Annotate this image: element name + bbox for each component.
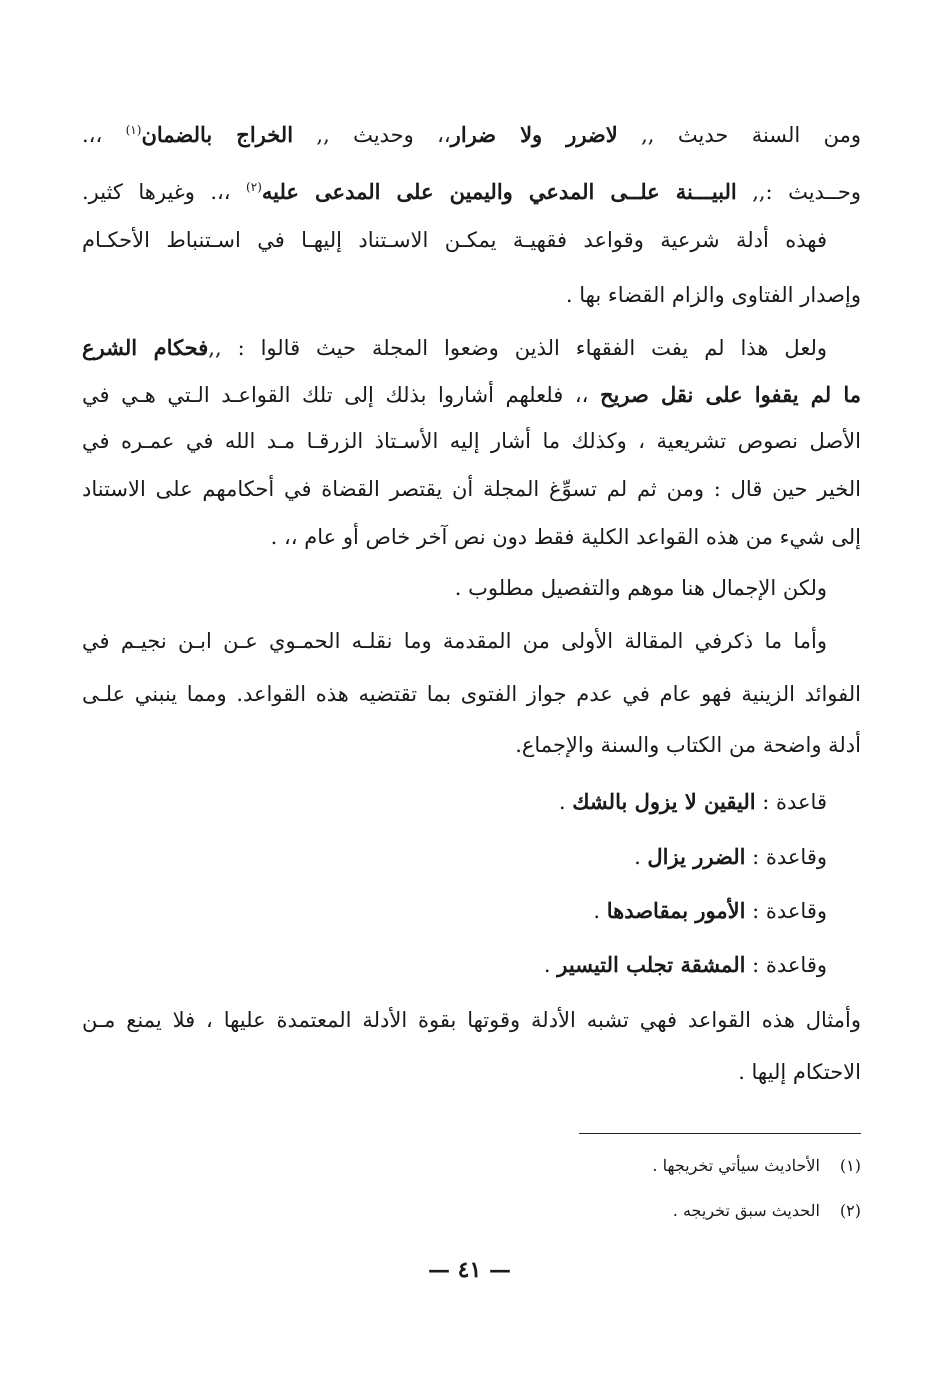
paragraph-line: وأمثال هذه القواعد فهي تشبه الأدلة وقوتها بقوة الأدلة المعتمدة عليها ، فلا يمنع مـن (82, 1008, 861, 1032)
footnote-number: (١) (839, 1156, 861, 1175)
paragraph-line (82, 172, 861, 207)
legal-maxim (593, 896, 827, 926)
maxim-prefix: وقاعدة : (745, 845, 827, 869)
page-number: — ٤١ — (428, 1257, 511, 1283)
maxim-text: المشقة تجلب التيسير (557, 952, 746, 977)
quoted-text: فحكام الشرع (82, 335, 209, 360)
footnote-ref: (٢) (246, 180, 262, 194)
paragraph-line: الأصل نصوص تشريعية ، وكذلك ما أشار إليه الأسـتاذ الزرقـا مـد الله في عمـره في (82, 429, 861, 453)
paragraph-line: الفوائد الزينية فهو عام في عدم جواز الفتوى بما تقتضيه هذه القواعد. ومما ينبني علـى (82, 682, 861, 706)
footnote (652, 1155, 861, 1177)
paragraph-line: ولكن الإجمال هنا موهم والتفصيل مطلوب . (454, 576, 827, 600)
text-run: ومن السنة حديث ,, (617, 123, 861, 147)
maxim-prefix: قاعدة : (755, 790, 827, 814)
hadith-quote: الخراج بالضمان (141, 122, 294, 147)
paragraph-line: أدلة واضحة من الكتاب والسنة والإجماع. (515, 733, 861, 757)
text-run: ،،. (82, 123, 126, 147)
paragraph-line (82, 115, 861, 150)
paragraph-line: وإصدار الفتاوى والزام القضاء بها . (565, 283, 861, 307)
text-run: ،، وحديث ,, (293, 123, 451, 147)
maxim-prefix: وقاعدة : (745, 899, 827, 923)
maxim-suffix: . (543, 953, 558, 977)
text-run: وحــديث :,, (736, 180, 861, 204)
legal-maxim (559, 787, 827, 817)
maxim-text: الضرر يزال (647, 844, 746, 869)
paragraph-line: وأما ما ذكرفي المقالة الأولى من المقدمة وما نقلـه الحمـوي عـن ابـن نجيـم في (82, 629, 827, 653)
paragraph-line: فهذه أدلة شرعية وقواعد فقهيـة يمكـن الاسـتناد إليهـا في اسـتنباط الأحكـام (82, 228, 827, 252)
text-run: ،، فلعلهم أشاروا بذلك إلى تلك القواعـد الـتي هـي في (82, 383, 600, 407)
maxim-text: اليقين لا يزول بالشك (572, 789, 756, 814)
maxim-suffix: . (593, 899, 607, 923)
maxim-suffix: . (558, 790, 573, 814)
maxim-prefix: وقاعدة : (745, 953, 827, 977)
paragraph-line: الاحتكام إليها . (738, 1060, 861, 1084)
footnote-ref: (١) (125, 123, 142, 137)
maxim-text: الأمور بمقاصدها (606, 898, 746, 923)
quoted-text: ما لم يقفوا على نقل صريح (599, 382, 861, 407)
paragraph-line (82, 333, 827, 363)
footnote-text: الحديث سبق تخريجه . (672, 1201, 820, 1220)
footnote-text: الأحاديث سيأتي تخريجها . (652, 1156, 820, 1175)
paragraph-line: الخير حين قال : ومن ثم لم تسوِّغ المجلة أن يقتصر القضاة في أحكامهم على الاستناد (82, 477, 861, 501)
text-run: ،،. وغيرها كثير. (82, 180, 247, 204)
hadith-quote: البيـــنة علــى المدعي واليمين على المدعى عليه (261, 179, 737, 204)
text-run: ولعل هذا لم يفت الفقهاء الذين وضعوا المجلة حيث قالوا : ,, (208, 336, 827, 360)
footnote (673, 1200, 861, 1222)
footnote-number: (٢) (839, 1201, 861, 1220)
legal-maxim (634, 842, 827, 872)
paragraph-line: إلى شيء من هذه القواعد الكلية فقط دون نص آخر خاص أو عام ،، . (270, 525, 861, 549)
footnote-divider (579, 1133, 861, 1134)
hadith-quote: لاضرر ولا ضرار (450, 122, 618, 147)
legal-maxim (544, 950, 827, 980)
paragraph-line (82, 380, 861, 410)
maxim-suffix: . (634, 845, 648, 869)
